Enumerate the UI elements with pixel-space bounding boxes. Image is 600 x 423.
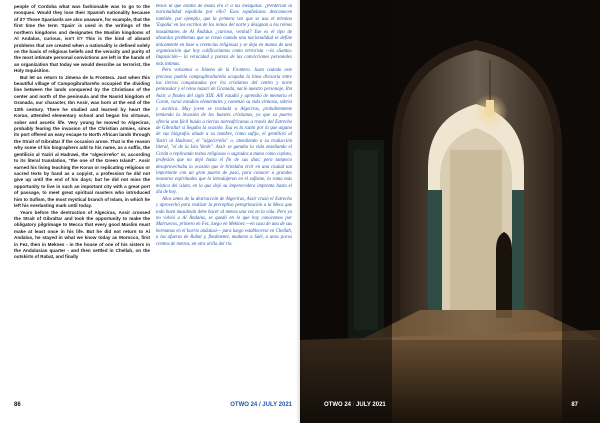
- right-page: [300, 0, 600, 423]
- spanish-paragraph: Pero volvamos a Jimena de la Frontera. Justo cuando este precioso pueblo campogibraltareño ocupaba la línea divisoria entre las tierras conquistadas por los cristianos del centro y norte peninsular y el reino nazarí de Granada, nació nuestro personaje, Ibn Assir, a finales del siglo XIII. Allí estudió y aprendió de memoria el Corán, cursó estudios elementales y comenzó su vida virtuosa, sobria y ascética. Muy joven se trasladó a Algeciras, probablemente temiendo la invasión de los huestes cristianas, ya que su puerto ofrecía una fácil huida a tierras norteafricanas a través del Estrecho de Gibraltar si llegaba la ocasión. Esa es la razón por la que alguno de sus biógrafos añade a su nombre, como sufijo, el gentilicio al Yazirí al Hadrawi, el "algecirreño" o, atendiendo a su traducción literal, "el de la Isla Verde". Assir se ganaba la vida enseñando el Corán o replicando textos religiosos o sagrados a mano como copista, profesión que no dejó hasta el fin de sus días; pero tampoco desaprovechaba la ocasión que le brindaba vivir en una ciudad tan importante con un gran puerto de paso, para conocer a grandes maestros espirituales que lo introdujeron en el sufismo, la rama más mística del islam, en la que dejó su imperecedera impronta hasta el día de hoy.: [156, 68, 292, 196]
- issue-number: 24: [344, 402, 352, 408]
- page-number-left: 86: [14, 402, 21, 408]
- spanish-paragraph: Años antes de la destrucción de Algeciras, Assir cruzó el Estrecho y aprovechó para realizar la preceptiva peregrinación a la Meca que todo buen musulmán debe hacer al menos una vez en la vida. Pero ya no volvió a Al Ándalus, se quedó en lo que hoy conocemos por Marruecos, primero en Fez, luego en Mekinez —en casa de una de sus hermanas en el barrio andalusí— para luego establecerse en Chellah, a las afueras de Rabat y, finalmente, mudarse a Salé, a unos pocos cientos de metros, en otra orilla del río.: [156, 196, 292, 247]
- mosque-arch-photo: [300, 0, 600, 423]
- english-paragraph: people of Cordoba what was fashionable was to go to the mosques. Would they lose their Spanish nationality because of it? Those Spaniards are also unaware, for example, that the first time the term 'Spain' is used in the writings of the northern kingdoms and designates the Muslim kingdoms of Al Andalus, curious, isn't it? This is the kind of absurd problems that are created when a nationality is defined solely on the basis of religious beliefs and the veracity and purity of the most intimate personal convictions are left in the hands of an organization that today we would describe as terrorist, the Holy Inquisition.: [14, 4, 150, 74]
- footer-separator: /: [352, 402, 355, 408]
- magazine-name: OTWO: [324, 402, 343, 408]
- magazine-footer-right: [324, 402, 386, 408]
- english-paragraph: But let us return to Jimena de la Frontera. Just when this beautiful village of Campogibraltareño occupied the dividing line between the lands conquered by the Christians of the center and north of the peninsula and the Nasrid kingdom of Granada, our character, Ibn Assir, was born at the end of the 13th century. There he studied and learned by heart the Koran, attended elementary school and began his virtuous, sober and ascetic life. Very young he moved to Algeciras, probably fearing the invasion of the Christian armies, since its port offered an easy escape to North African lands through the Strait of Gibraltar if the occasion arose. That is the reason why some of his biographers add to his name, as a suffix, the gentilicio al Yazirí al Hadrawi, the "algecirreño" or, according to its literal translation, "the one of the Green Island". Assir earned his living teaching the Koran or replicating religious or sacred texts by hand as a copyist, a profession he did not give up until the end of his days; but he did not miss the opportunity to live in such an important city with a great port of passage, to meet great spiritual masters who introduced him to Sufism, the most mystical branch of Islam, in which he left his everlasting mark until today.: [14, 74, 150, 209]
- spanish-column: [156, 4, 292, 390]
- footer-separator: /: [258, 402, 261, 408]
- page-number-right: 87: [571, 402, 578, 408]
- english-column: [14, 4, 150, 390]
- english-paragraph: Years before the destruction of Algeciras, Assir crossed the Strait of Gibraltar and took the opportunity to make the obligatory pilgrimage to Mecca that every good Muslim must make at least once in his life. But he did not return to Al Andalus, he stayed in what we know today as Morocco, first in Fez, then in Meknes - in the house of one of his sisters in the Andalusian quarter - and then settled in Chellah, on the outskirts of Rabat, and finally: [14, 209, 150, 260]
- spanish-paragraph: besos la que estaba de moda era ir a las mezquitas. ¿Perderían la nacionalidad española por ello? Esos españolazos desconocen también, por ejemplo, que la primera vez que se usa el término 'España' en los escritos de los reinos del norte y designan a los reinos musulmanes de Al Ándalus ¿curioso, verdad? Ese es el tipo de absurdos problemas que se crean cuando una nacionalidad se define únicamente en base a creencias religiosas y se deja en manos de una organización que hoy calificaríamos como terrorista —la «Santa» Inquisición— la veracidad y pureza de las convicciones personales más íntimas.: [156, 4, 292, 67]
- issue-date: JULY 2021: [262, 402, 292, 408]
- magazine-name: OTWO: [230, 402, 249, 408]
- issue-number: 24: [250, 402, 258, 408]
- spine-shadow: [296, 0, 304, 423]
- issue-date: JULY 2021: [356, 402, 386, 408]
- magazine-footer-left: [230, 402, 292, 408]
